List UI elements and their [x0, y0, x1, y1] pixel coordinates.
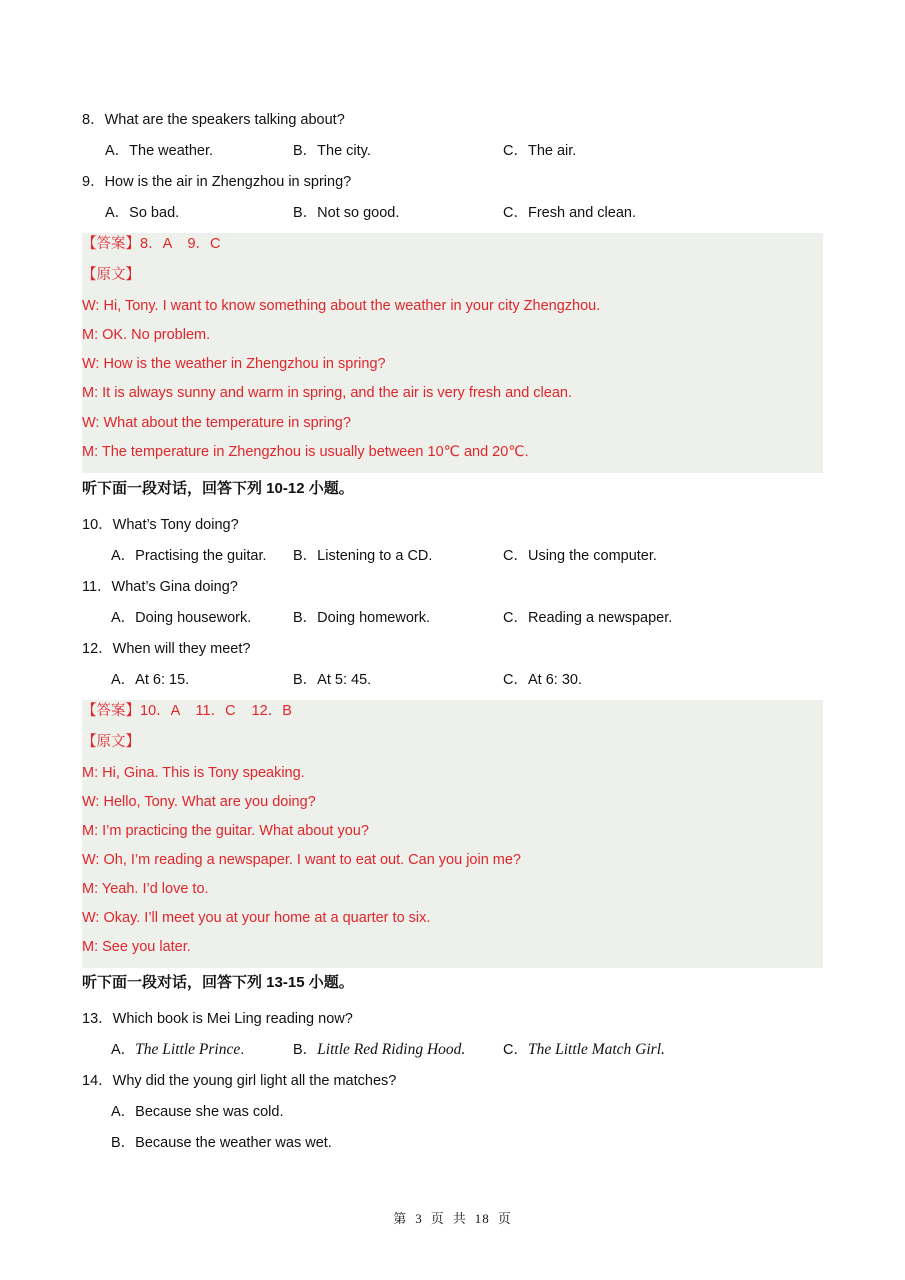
transcript-line: W: How is the weather in Zhengzhou in spring? — [82, 356, 386, 372]
question-13-option-c — [503, 1040, 665, 1060]
question-10-option-c: C．Using the computer. — [503, 548, 657, 564]
question-12-option-c: C．At 6: 30. — [503, 672, 582, 688]
page-footer — [0, 1208, 905, 1227]
question-12-stem: 12．When will they meet? — [82, 641, 251, 657]
question-8-option-a: A．The weather. — [105, 143, 213, 159]
question-9-stem: 9．How is the air in Zhengzhou in spring? — [82, 174, 352, 190]
question-9-option-b: B．Not so good. — [293, 205, 400, 221]
answer-block-1 — [82, 233, 823, 473]
question-12-option-b: B．At 5: 45. — [293, 672, 372, 688]
question-11-option-a: A．Doing housework. — [111, 610, 252, 626]
question-8-option-c: C．The air. — [503, 143, 577, 159]
question-8-option-b: B．The city. — [293, 143, 371, 159]
question-11-stem: 11．What’s Gina doing? — [82, 579, 238, 595]
option-letter: C． — [503, 1042, 528, 1058]
option-letter: B． — [293, 1042, 318, 1058]
transcript-line: M: It is always sunny and warm in spring, and the air is very fresh and clean. — [82, 385, 572, 401]
footer-gong: 共 — [452, 1211, 467, 1226]
book-title: Little Red Riding Hood. — [317, 1041, 466, 1058]
question-10-option-b: B．Listening to a CD. — [293, 548, 433, 564]
footer-ye: 页 — [430, 1211, 445, 1226]
question-14-option-a: A．Because she was cold. — [111, 1104, 284, 1120]
book-title: The Little Prince — [135, 1041, 241, 1058]
question-10-stem: 10．What’s Tony doing? — [82, 517, 239, 533]
transcript-line: M: Yeah. I’d love to. — [82, 881, 209, 897]
transcript-line: M: See you later. — [82, 939, 191, 955]
answer-key-1: 【答案】8．A 9．C — [82, 236, 221, 252]
question-14-stem: 14．Why did the young girl light all the matches? — [82, 1073, 397, 1089]
transcript-line: W: Oh, I’m reading a newspaper. I want to eat out. Can you join me? — [82, 852, 522, 868]
book-title: The Little Match Girl. — [527, 1041, 665, 1058]
transcript-line: W: Hello, Tony. What are you doing? — [82, 794, 316, 810]
question-11-option-c: C．Reading a newspaper. — [503, 610, 673, 626]
question-12-option-a: A．At 6: 15. — [111, 672, 190, 688]
footer-di: 第 — [393, 1211, 408, 1226]
transcript-line: M: The temperature in Zhengzhou is usually between 10℃ and 20℃. — [82, 444, 529, 460]
footer-ye2: 页 — [497, 1211, 512, 1226]
transcript-line: W: Hi, Tony. I want to know something about the weather in your city Zhengzhou. — [82, 298, 601, 314]
transcript-line: M: I’m practicing the guitar. What about you? — [82, 823, 369, 839]
answer-key-2: 【答案】10．A 11．C 12．B — [82, 703, 292, 719]
footer-page-number: 3 — [415, 1211, 423, 1226]
question-11-option-b: B．Doing homework. — [293, 610, 430, 626]
transcript-line: W: What about the temperature in spring? — [82, 415, 351, 431]
question-13-stem: 13．Which book is Mei Ling reading now? — [82, 1011, 353, 1027]
transcript-line: W: Okay. I’ll meet you at your home at a quarter to six. — [82, 910, 431, 926]
option-suffix: . — [240, 1042, 245, 1058]
question-13-option-b — [293, 1040, 465, 1060]
question-8-stem: 8．What are the speakers talking about? — [82, 112, 345, 128]
section-heading-10-12: 听下面一段对话，回答下列 10-12 小题。 — [82, 480, 354, 497]
transcript-label-2: 【原文】 — [82, 734, 140, 750]
question-9-option-a: A．So bad. — [105, 205, 180, 221]
question-13-option-a — [111, 1040, 244, 1060]
footer-total-pages: 18 — [474, 1211, 490, 1226]
transcript-label-1: 【原文】 — [82, 267, 140, 283]
question-9-option-c: C．Fresh and clean. — [503, 205, 636, 221]
transcript-line: M: Hi, Gina. This is Tony speaking. — [82, 765, 305, 781]
question-14-option-b: B．Because the weather was wet. — [111, 1135, 332, 1151]
transcript-line: M: OK. No problem. — [82, 327, 211, 343]
section-heading-13-15: 听下面一段对话，回答下列 13-15 小题。 — [82, 974, 354, 991]
question-10-option-a: A．Practising the guitar. — [111, 548, 267, 564]
option-letter: A． — [111, 1042, 136, 1058]
